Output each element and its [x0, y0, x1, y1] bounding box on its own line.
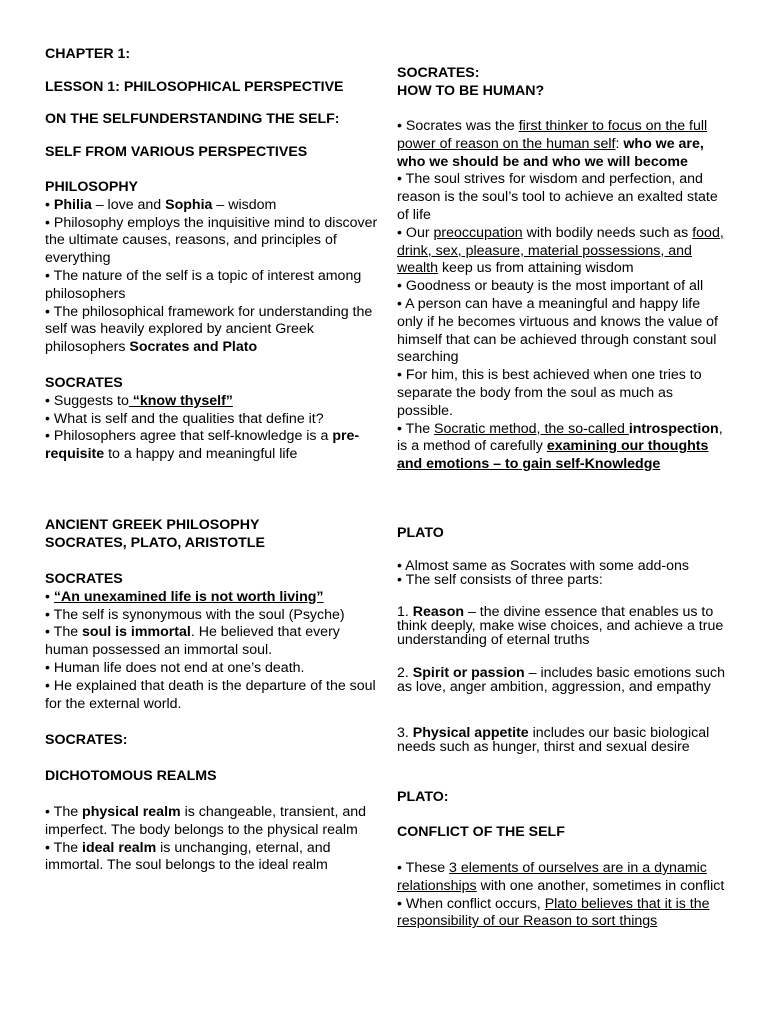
ideal-realm-bullet: • The ideal realm is unchanging, eternal, and immortal. The soul belongs to the ideal realm — [45, 839, 331, 874]
how-to-be-human-header — [397, 65, 729, 101]
socrates-heading-2: SOCRATES — [45, 571, 123, 587]
conflict-bullet-elements: • These 3 elements of ourselves are in a dynamic relationships with one another, sometimes in conflict — [397, 860, 725, 894]
socrates-bullet-what-is-self: • What is self and the qualities that define it? — [45, 410, 324, 427]
socrates-bullet-immortal: • The soul is immortal. He believed that every human possessed an immortal soul. — [45, 624, 340, 659]
philosophy-bullet-2: • Philosophy employs the inquisitive mind to discover the ultimate causes, reasons, and principles of everything — [45, 214, 378, 267]
socrates-section-2 — [45, 571, 380, 713]
ancient-greek-subheading: SOCRATES, PLATO, ARISTOTLE — [45, 534, 265, 551]
plato-bullet-add-ons: • Almost same as Socrates with some add-ons — [397, 558, 689, 574]
human-bullet-preoccupation: • Our preoccupation with bodily needs such as food, drink, sex, pleasure, material possessions, and wealth keep us from attaining wisdom — [397, 224, 724, 277]
socrates-bullet-departure: • He explained that death is the departure of the soul for the external world. — [45, 677, 376, 712]
dichotomous-heading-2: DICHOTOMOUS REALMS — [45, 768, 217, 784]
human-bullet-soul-strives: • The soul strives for wisdom and perfection, and reason is the soul’s tool to achieve an exalted state of life — [397, 171, 718, 223]
philosophy-bullet-3: • The nature of the self is a topic of interest among philosophers — [45, 267, 362, 302]
plato-bullet-three-parts: • The self consists of three parts: — [397, 572, 603, 589]
philosophy-heading: PHILOSOPHY — [45, 179, 139, 195]
dichotomous-section — [45, 804, 380, 875]
human-bullet-socratic-method: • The Socratic method, the so-called introspection, is a method of carefully examining our thoughts and emotions – to gain self-Knowledge — [397, 420, 723, 473]
lesson-title-line3: SELF FROM VARIOUS PERSPECTIVES — [45, 144, 308, 160]
conflict-bullet-reason: • When conflict occurs, Plato believes that it is the responsibility of our Reason to sort things — [397, 895, 710, 930]
socrates-section-1 — [45, 375, 380, 464]
socrates-bullet-unexamined-life: • “An unexamined life is not worth living” — [45, 588, 324, 605]
socrates-human-heading-2: HOW TO BE HUMAN? — [397, 82, 545, 99]
how-to-be-human-section — [397, 118, 729, 474]
human-bullet-meaningful-life: • A person can have a meaningful and happy life only if he becomes virtuous and knows the value of himself that can be achieved through constant soul searching — [397, 295, 718, 366]
physical-realm-bullet: • The physical realm is changeable, transient, and imperfect. The body belongs to the physical realm — [45, 804, 366, 838]
socrates-bullet-know-thyself: • Suggests to “know thyself” — [45, 392, 233, 409]
socrates-human-heading-1: SOCRATES: — [397, 65, 480, 81]
chapter-heading: CHAPTER 1: — [45, 46, 131, 62]
plato-part-reason: 1. Reason – the divine essence that enables us to think deeply, make wise choices, and achieve a true understanding of eternal truths — [397, 604, 724, 649]
lesson-title-line1: LESSON 1: PHILOSOPHICAL PERSPECTIVE — [45, 79, 344, 95]
conflict-heading-2: CONFLICT OF THE SELF — [397, 824, 565, 840]
human-bullet-first-thinker: • Socrates was the first thinker to focus on the full power of reason on the human self: who we are, who we should be and who we will become — [397, 118, 708, 170]
plato-part-spirit: 2. Spirit or passion – includes basic emotions such as love, anger ambition, aggression, and empathy — [397, 665, 726, 696]
conflict-section — [397, 860, 729, 931]
dichotomous-heading-1: SOCRATES: — [45, 732, 128, 748]
philosophy-bullet-4: • The philosophical framework for understanding the self was heavily explored by ancient Greek philosophers Socrates and Plato — [45, 303, 373, 356]
ancient-greek-heading: ANCIENT GREEK PHILOSOPHY — [45, 517, 260, 533]
philosophy-section — [45, 179, 380, 357]
plato-heading: PLATO — [397, 525, 444, 541]
plato-part-appetite: 3. Physical appetite includes our basic biological needs such as hunger, thirst and sexual desire — [397, 725, 710, 756]
socrates-heading-1: SOCRATES — [45, 375, 123, 391]
lesson-title-line2: ON THE SELFUNDERSTANDING THE SELF: — [45, 111, 340, 127]
socrates-bullet-death: • Human life does not end at one’s death. — [45, 659, 305, 676]
plato-intro — [397, 559, 729, 587]
philosophy-bullet-1: • Philia – love and Sophia – wisdom — [45, 196, 277, 213]
socrates-bullet-self-knowledge: • Philosophers agree that self-knowledge is a pre-requisite to a happy and meaningful life — [45, 428, 360, 463]
human-bullet-goodness: • Goodness or beauty is the most important of all — [397, 278, 704, 295]
ancient-greek-section — [45, 517, 380, 553]
human-bullet-separate-body: • For him, this is best achieved when one tries to separate the body from the soul as much as possible. — [397, 367, 702, 419]
socrates-bullet-psyche: • The self is synonymous with the soul (Psyche) — [45, 606, 345, 623]
conflict-heading-1: PLATO: — [397, 789, 449, 805]
